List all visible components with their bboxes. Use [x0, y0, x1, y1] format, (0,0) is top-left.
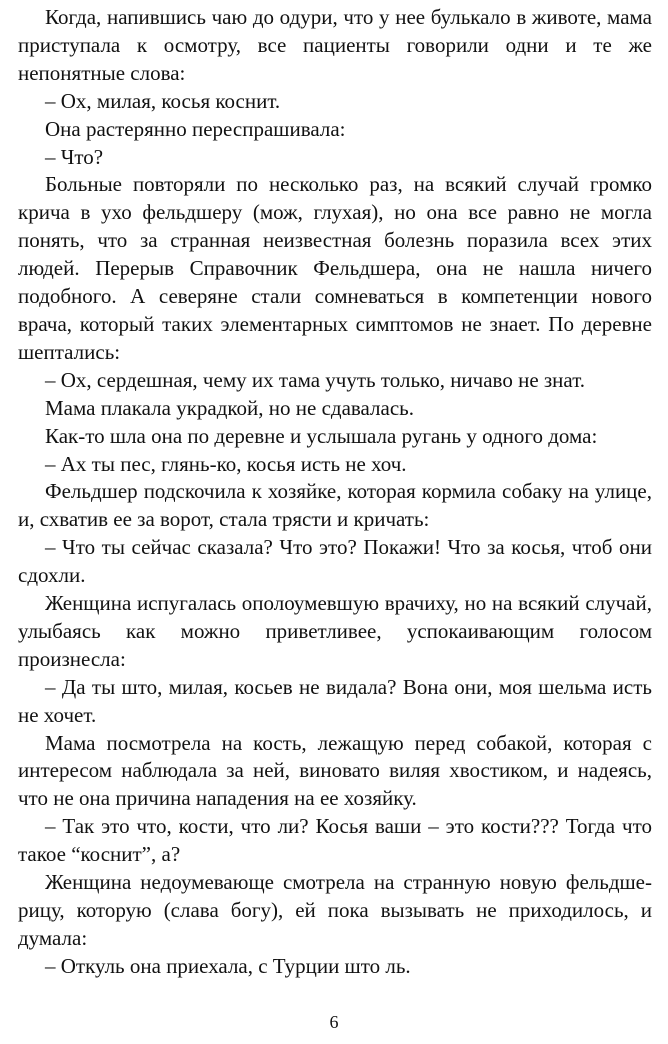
- page-text: [18, 4, 652, 981]
- paragraph: – Ох, милая, косья коснит.: [45, 88, 281, 113]
- paragraph: Женщина испугалась ополоумевшую врачиху, но на всякий случай, улыбаясь как можно приветливее, успокаивающим голосом произнесла:: [18, 591, 652, 671]
- paragraph: – Так это что, кости, что ли? Косья ваши – это кости??? Тогда что такое “коснит”, а?: [18, 814, 652, 867]
- paragraph: – Откуль она приехала, с Турции што ль.: [45, 953, 411, 978]
- paragraph: Фельдшер подскочила к хозяйке, которая кормила собаку на улице, и, схватив ее за ворот, стала трясти и кричать:: [18, 479, 652, 532]
- paragraph: Когда, напившись чаю до одури, что у нее булькало в животе, мама приступала к осмотру, все пациенты говорили одни и те же непонятные слова:: [18, 5, 652, 85]
- page-number: 6: [329, 1012, 339, 1032]
- paragraph: – Что ты сейчас сказала? Что это? Покажи! Что за косья, чтоб они сдохли.: [18, 535, 652, 588]
- paragraph: Как-то шла она по деревне и услышала ругань у одного дома:: [45, 423, 598, 448]
- paragraph: Она растерянно переспрашивала:: [45, 116, 346, 141]
- paragraph: – Ах ты пес, глянь-ко, косья исть не хоч.: [45, 451, 407, 476]
- paragraph: Больные повторяли по несколько раз, на всякий случай громко крича в ухо фельдшеру (мож, глухая), но она все равно не могла понять, что за странная неизвестная болезнь поразила всех этих людей. Перерыв Справочник Фельдшера, она не нашла ничего подобного. А северяне стали сомневаться в компетенции нового врача, который таких элементарных симптомов не знает. По деревне шептались:: [18, 172, 652, 364]
- paragraph: – Ох, сердешная, чему их тама учуть только, ничаво не знат.: [45, 367, 586, 392]
- paragraph: Мама плакала украдкой, но не сдавалась.: [45, 395, 414, 420]
- paragraph: – Что?: [45, 144, 104, 169]
- paragraph: – Да ты што, милая, косьев не видала? Вона они, моя шельма исть не хочет.: [18, 674, 652, 727]
- paragraph: Мама посмотрела на кость, лежащую перед собакой, которая с интересом наблюдала за ней, виновато виляя хвостиком, и надеясь, что не она причина нападения на ее хозяйку.: [18, 730, 652, 811]
- paragraph: Женщина недоумевающе смотрела на странную новую фельдшерицу, которую (слава богу), ей пока вызывать не приходилось, и думала:: [18, 870, 652, 950]
